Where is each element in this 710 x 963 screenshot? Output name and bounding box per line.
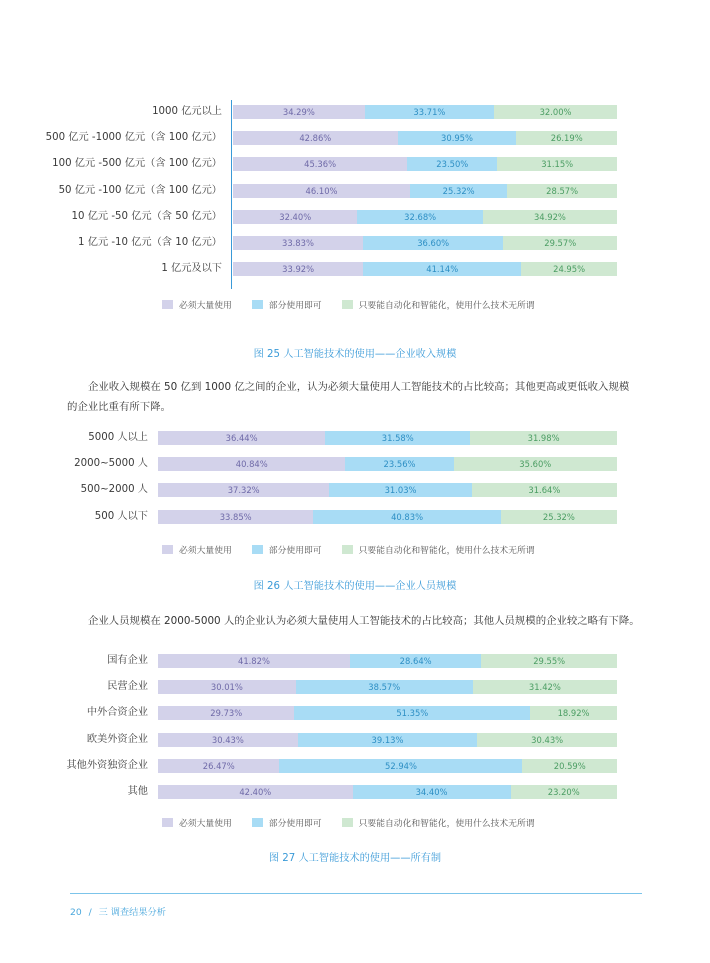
bar-segment-must-use: 33.85% — [158, 510, 313, 524]
bar-row — [0, 183, 710, 199]
category-label: 5000 人以上 — [88, 432, 148, 443]
bar-row — [0, 456, 710, 472]
paragraph-staff: 企业人员规模在 2000-5000 人的企业认为必须大量使用人工智能技术的占比较高；其他人员规模的企业较之略有下降。 — [88, 615, 640, 627]
bar-segment-must-use: 42.40% — [158, 785, 353, 799]
category-label: 500 亿元 -1000 亿元（含 100 亿元） — [45, 132, 222, 143]
bar-row — [0, 653, 710, 669]
bar-segment-must-use: 41.82% — [158, 654, 350, 668]
legend-label-must-use: 必须大量使用 — [179, 545, 232, 556]
stacked-bar — [158, 759, 617, 773]
bar-row — [0, 261, 710, 277]
category-label: 500 人以下 — [94, 511, 148, 522]
figure-25-title: 图 25 人工智能技术的使用——企业收入规模 — [253, 349, 457, 360]
bar-segment-dont-care: 20.59% — [522, 759, 617, 773]
legend-label-dont-care: 只要能自动化和智能化，使用什么技术无所谓 — [358, 545, 535, 556]
legend-label-dont-care: 只要能自动化和智能化，使用什么技术无所谓 — [358, 818, 535, 829]
stacked-bar — [233, 210, 617, 224]
stacked-bar — [233, 184, 617, 198]
bar-row — [0, 156, 710, 172]
bar-row — [0, 130, 710, 146]
bar-segment-must-use: 34.29% — [233, 105, 365, 119]
bar-segment-dont-care: 25.32% — [501, 510, 617, 524]
category-label: 500~2000 人 — [80, 484, 148, 495]
bar-segment-must-use: 32.40% — [233, 210, 357, 224]
bar-segment-dont-care: 31.64% — [472, 483, 617, 497]
footer-section: 三 调查结果分析 — [98, 907, 166, 918]
bar-segment-dont-care: 29.55% — [481, 654, 617, 668]
category-label: 国有企业 — [107, 655, 148, 666]
stacked-bar — [233, 236, 617, 250]
bar-segment-must-use: 33.92% — [233, 262, 363, 276]
bar-segment-must-use: 40.84% — [158, 457, 345, 471]
bar-segment-dont-care: 26.19% — [516, 131, 617, 145]
legend-revenue-scale — [162, 298, 555, 310]
bar-segment-dont-care: 31.15% — [497, 157, 617, 171]
bar-segment-dont-care: 18.92% — [530, 706, 617, 720]
figure-27-title: 图 27 人工智能技术的使用——所有制 — [268, 853, 442, 864]
bar-row — [0, 104, 710, 120]
paragraph-revenue-line2: 的企业比重有所下降。 — [67, 401, 171, 413]
legend-swatch-dont-care — [342, 300, 353, 309]
legend-swatch-partial-use — [252, 545, 263, 554]
bar-row — [0, 732, 710, 748]
bar-row — [0, 784, 710, 800]
legend-label-partial-use: 部分使用即可 — [268, 818, 322, 829]
bar-segment-must-use: 26.47% — [158, 759, 279, 773]
bar-segment-partial-use: 30.95% — [398, 131, 517, 145]
stacked-bar — [233, 262, 617, 276]
bar-segment-dont-care: 31.98% — [470, 431, 617, 445]
legend-ownership — [162, 816, 555, 828]
bar-row — [0, 235, 710, 251]
bar-segment-partial-use: 33.71% — [365, 105, 494, 119]
bar-segment-must-use: 37.32% — [158, 483, 329, 497]
stacked-bar — [158, 654, 617, 668]
bar-segment-partial-use: 28.64% — [350, 654, 481, 668]
bar-segment-partial-use: 39.13% — [298, 733, 478, 747]
bar-segment-dont-care: 31.42% — [473, 680, 617, 694]
bar-row — [0, 758, 710, 774]
bar-row — [0, 679, 710, 695]
legend-swatch-partial-use — [252, 818, 263, 827]
category-label: 50 亿元 -100 亿元（含 100 亿元） — [58, 185, 222, 196]
bar-segment-partial-use: 23.50% — [407, 157, 497, 171]
category-label: 其他 — [127, 786, 148, 797]
page-footer — [70, 904, 166, 918]
footer-separator: / — [88, 907, 92, 918]
legend-label-must-use: 必须大量使用 — [179, 818, 232, 829]
category-label: 民营企业 — [107, 681, 148, 692]
bar-segment-must-use: 45.36% — [233, 157, 407, 171]
bar-segment-dont-care: 30.43% — [477, 733, 617, 747]
bar-segment-partial-use: 31.03% — [329, 483, 471, 497]
legend-item-dont-care — [342, 543, 535, 556]
footer-divider — [70, 893, 642, 894]
bar-segment-dont-care: 23.20% — [511, 785, 617, 799]
legend-swatch-partial-use — [252, 300, 263, 309]
category-axis-line — [231, 100, 232, 289]
bar-segment-partial-use: 31.58% — [325, 431, 470, 445]
stacked-bar — [158, 510, 617, 524]
bar-segment-partial-use: 41.14% — [363, 262, 521, 276]
bar-segment-partial-use: 23.56% — [345, 457, 453, 471]
bar-segment-dont-care: 29.57% — [503, 236, 617, 250]
category-label: 欧美外资企业 — [86, 734, 148, 745]
legend-swatch-must-use — [162, 818, 173, 827]
bar-segment-partial-use: 25.32% — [410, 184, 507, 198]
bar-segment-must-use: 42.86% — [233, 131, 398, 145]
bar-row — [0, 509, 710, 525]
bar-segment-partial-use: 32.68% — [357, 210, 482, 224]
legend-item-must-use — [162, 298, 232, 311]
bar-segment-partial-use: 38.57% — [296, 680, 473, 694]
bar-row — [0, 209, 710, 225]
legend-item-must-use — [162, 543, 232, 556]
legend-swatch-dont-care — [342, 545, 353, 554]
category-label: 10 亿元 -50 亿元（含 50 亿元） — [71, 211, 222, 222]
bar-segment-dont-care: 28.57% — [507, 184, 617, 198]
legend-staff-scale — [162, 543, 555, 555]
stacked-bar — [158, 483, 617, 497]
legend-label-dont-care: 只要能自动化和智能化，使用什么技术无所谓 — [358, 300, 535, 311]
category-label: 2000~5000 人 — [74, 458, 148, 469]
bar-segment-partial-use: 36.60% — [363, 236, 504, 250]
bar-segment-must-use: 30.01% — [158, 680, 296, 694]
stacked-bar — [158, 680, 617, 694]
category-label: 中外合资企业 — [86, 707, 148, 718]
bar-row — [0, 482, 710, 498]
category-label: 1000 亿元以上 — [152, 106, 222, 117]
figure-26-title: 图 26 人工智能技术的使用——企业人员规模 — [253, 581, 457, 592]
legend-item-dont-care — [342, 816, 535, 829]
bar-segment-must-use: 33.83% — [233, 236, 363, 250]
stacked-bar — [233, 157, 617, 171]
bar-segment-must-use: 46.10% — [233, 184, 410, 198]
legend-swatch-dont-care — [342, 818, 353, 827]
stacked-bar — [158, 733, 617, 747]
category-label: 1 亿元 -10 亿元（含 10 亿元） — [78, 237, 222, 248]
paragraph-revenue-line1: 企业收入规模在 50 亿到 1000 亿之间的企业，认为必须大量使用人工智能技术的占比较高；其他更高或更低收入规模 — [88, 381, 630, 393]
legend-swatch-must-use — [162, 300, 173, 309]
legend-item-dont-care — [342, 298, 535, 311]
bar-segment-partial-use: 34.40% — [353, 785, 511, 799]
legend-label-partial-use: 部分使用即可 — [268, 300, 322, 311]
legend-item-partial-use — [252, 543, 322, 556]
legend-swatch-must-use — [162, 545, 173, 554]
page-number: 20 — [70, 907, 82, 918]
stacked-bar — [233, 105, 617, 119]
category-label: 其他外资独资企业 — [66, 760, 148, 771]
legend-item-partial-use — [252, 298, 322, 311]
category-label: 100 亿元 -500 亿元（含 100 亿元） — [52, 158, 222, 169]
bar-row — [0, 430, 710, 446]
bar-segment-must-use: 30.43% — [158, 733, 298, 747]
bar-segment-partial-use: 40.83% — [313, 510, 500, 524]
bar-segment-must-use: 36.44% — [158, 431, 325, 445]
bar-row — [0, 705, 710, 721]
bar-segment-must-use: 29.73% — [158, 706, 294, 720]
bar-segment-partial-use: 52.94% — [279, 759, 522, 773]
bar-segment-dont-care: 32.00% — [494, 105, 617, 119]
stacked-bar — [233, 131, 617, 145]
stacked-bar — [158, 706, 617, 720]
legend-item-partial-use — [252, 816, 322, 829]
legend-label-must-use: 必须大量使用 — [179, 300, 232, 311]
stacked-bar — [158, 785, 617, 799]
legend-label-partial-use: 部分使用即可 — [268, 545, 322, 556]
bar-segment-dont-care: 35.60% — [454, 457, 617, 471]
bar-segment-dont-care: 34.92% — [483, 210, 617, 224]
bar-segment-dont-care: 24.95% — [521, 262, 617, 276]
legend-item-must-use — [162, 816, 232, 829]
category-label: 1 亿元及以下 — [161, 263, 222, 274]
stacked-bar — [158, 457, 617, 471]
bar-segment-partial-use: 51.35% — [294, 706, 530, 720]
stacked-bar — [158, 431, 617, 445]
